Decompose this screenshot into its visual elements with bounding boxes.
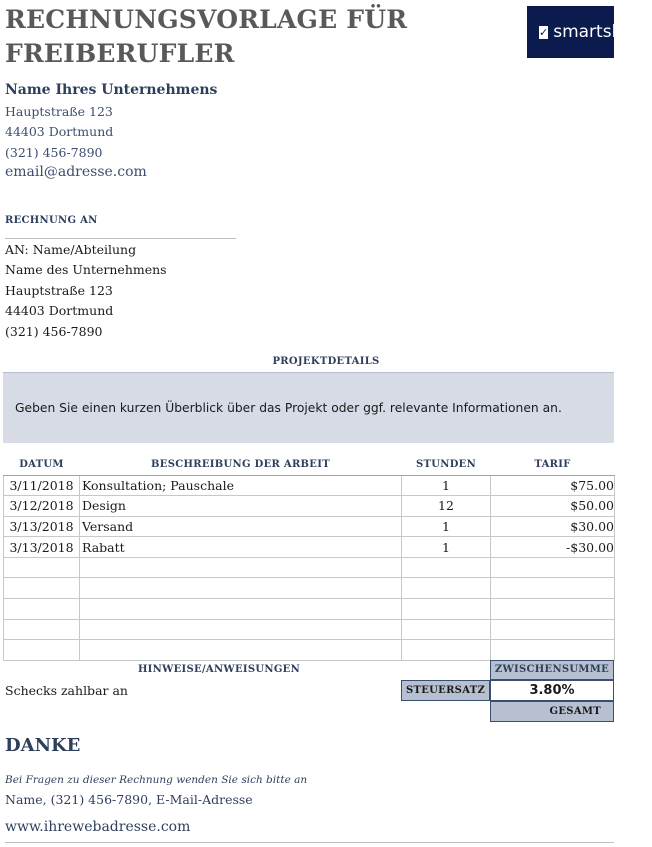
cell-date[interactable]: 3/13/2018	[4, 516, 80, 537]
bill-to-label: RECHNUNG AN	[5, 215, 98, 226]
project-details-text: Geben Sie einen kurzen Überblick über das Projekt oder ggf. relevante Informationen an.	[15, 401, 562, 415]
cell-date[interactable]	[4, 619, 80, 640]
project-details-label: PROJEKTDETAILS	[272, 356, 380, 367]
contact-info: Name, (321) 456-7890, E-Mail-Adresse	[5, 792, 253, 807]
notes-label: HINWEISE/ANWEISUNGEN	[137, 664, 301, 675]
check-icon: ✓	[539, 25, 549, 39]
cell-hours[interactable]: 1	[402, 475, 491, 496]
cell-hours[interactable]	[402, 557, 491, 578]
cell-date[interactable]	[4, 578, 80, 599]
table-row	[4, 537, 615, 558]
table-row	[4, 516, 615, 537]
sender-phone: (321) 456-7890	[5, 145, 103, 160]
cell-hours[interactable]: 1	[402, 516, 491, 537]
document-title: RECHNUNGSVORLAGE FÜR FREIBERUFLER	[5, 5, 408, 68]
cell-description[interactable]	[80, 599, 402, 620]
cell-description[interactable]	[80, 578, 402, 599]
table-row	[4, 578, 615, 599]
table-header-row	[4, 455, 615, 475]
cell-description[interactable]: Design	[80, 496, 402, 517]
tax-rate-value[interactable]: 3.80%	[490, 680, 614, 701]
bill-to-phone: (321) 456-7890	[5, 324, 103, 339]
total-label: GESAMT	[490, 701, 614, 722]
thanks-heading: DANKE	[5, 735, 81, 756]
cell-description[interactable]	[80, 640, 402, 661]
cell-description[interactable]	[80, 619, 402, 640]
sender-email: email@adresse.com	[5, 164, 147, 180]
cell-rate[interactable]	[491, 599, 615, 620]
cell-date[interactable]: 3/12/2018	[4, 496, 80, 517]
header-description: BESCHREIBUNG DER ARBEIT	[80, 455, 402, 475]
cell-date[interactable]	[4, 640, 80, 661]
sender-street: Hauptstraße 123	[5, 104, 113, 119]
bill-to-company: Name des Unternehmens	[5, 262, 167, 277]
sender-city: 44403 Dortmund	[5, 124, 114, 139]
subtotal-label: ZWISCHENSUMME	[490, 660, 614, 680]
table-row	[4, 557, 615, 578]
cell-description[interactable]: Konsultation; Pauschale	[80, 475, 402, 496]
bill-to-city: 44403 Dortmund	[5, 303, 114, 318]
line-items-table	[3, 455, 615, 661]
bill-to-street: Hauptstraße 123	[5, 283, 113, 298]
cell-hours[interactable]: 12	[402, 496, 491, 517]
cell-rate[interactable]	[491, 578, 615, 599]
table-row	[4, 619, 615, 640]
cell-rate[interactable]	[491, 619, 615, 640]
cell-rate[interactable]	[491, 557, 615, 578]
company-logo	[527, 6, 650, 58]
cell-description[interactable]: Versand	[80, 516, 402, 537]
notes-text[interactable]: Schecks zahlbar an	[5, 683, 128, 698]
cell-date[interactable]	[4, 599, 80, 620]
cell-date[interactable]: 3/11/2018	[4, 475, 80, 496]
cell-hours[interactable]	[402, 599, 491, 620]
contact-note: Bei Fragen zu dieser Rechnung wenden Sie sich bitte an	[5, 774, 308, 786]
project-details-box[interactable]	[3, 372, 614, 443]
cell-description[interactable]: Rabatt	[80, 537, 402, 558]
cell-hours[interactable]	[402, 640, 491, 661]
table-row	[4, 640, 615, 661]
header-hours: STUNDEN	[402, 455, 491, 475]
header-rate: TARIF	[491, 455, 615, 475]
cell-rate[interactable]: $75.00	[491, 475, 615, 496]
cell-hours[interactable]	[402, 578, 491, 599]
cell-date[interactable]: 3/13/2018	[4, 537, 80, 558]
tax-rate-label: STEUERSATZ	[401, 680, 490, 701]
website-link[interactable]: www.ihrewebadresse.com	[5, 819, 191, 835]
footer-divider	[5, 842, 614, 843]
logo-text: smartsheet	[553, 22, 650, 42]
header-date: DATUM	[4, 455, 80, 475]
table-row	[4, 496, 615, 517]
cell-hours[interactable]	[402, 619, 491, 640]
table-row	[4, 475, 615, 496]
cell-rate[interactable]: $50.00	[491, 496, 615, 517]
cell-rate[interactable]: $30.00	[491, 516, 615, 537]
bill-to-divider	[5, 238, 236, 239]
cell-rate[interactable]: -$30.00	[491, 537, 615, 558]
cell-description[interactable]	[80, 557, 402, 578]
bill-to-attention: AN: Name/Abteilung	[5, 242, 137, 257]
cell-rate[interactable]	[491, 640, 615, 661]
cell-date[interactable]	[4, 557, 80, 578]
sender-company-name: Name Ihres Unternehmens	[5, 82, 218, 98]
table-row	[4, 599, 615, 620]
cell-hours[interactable]: 1	[402, 537, 491, 558]
